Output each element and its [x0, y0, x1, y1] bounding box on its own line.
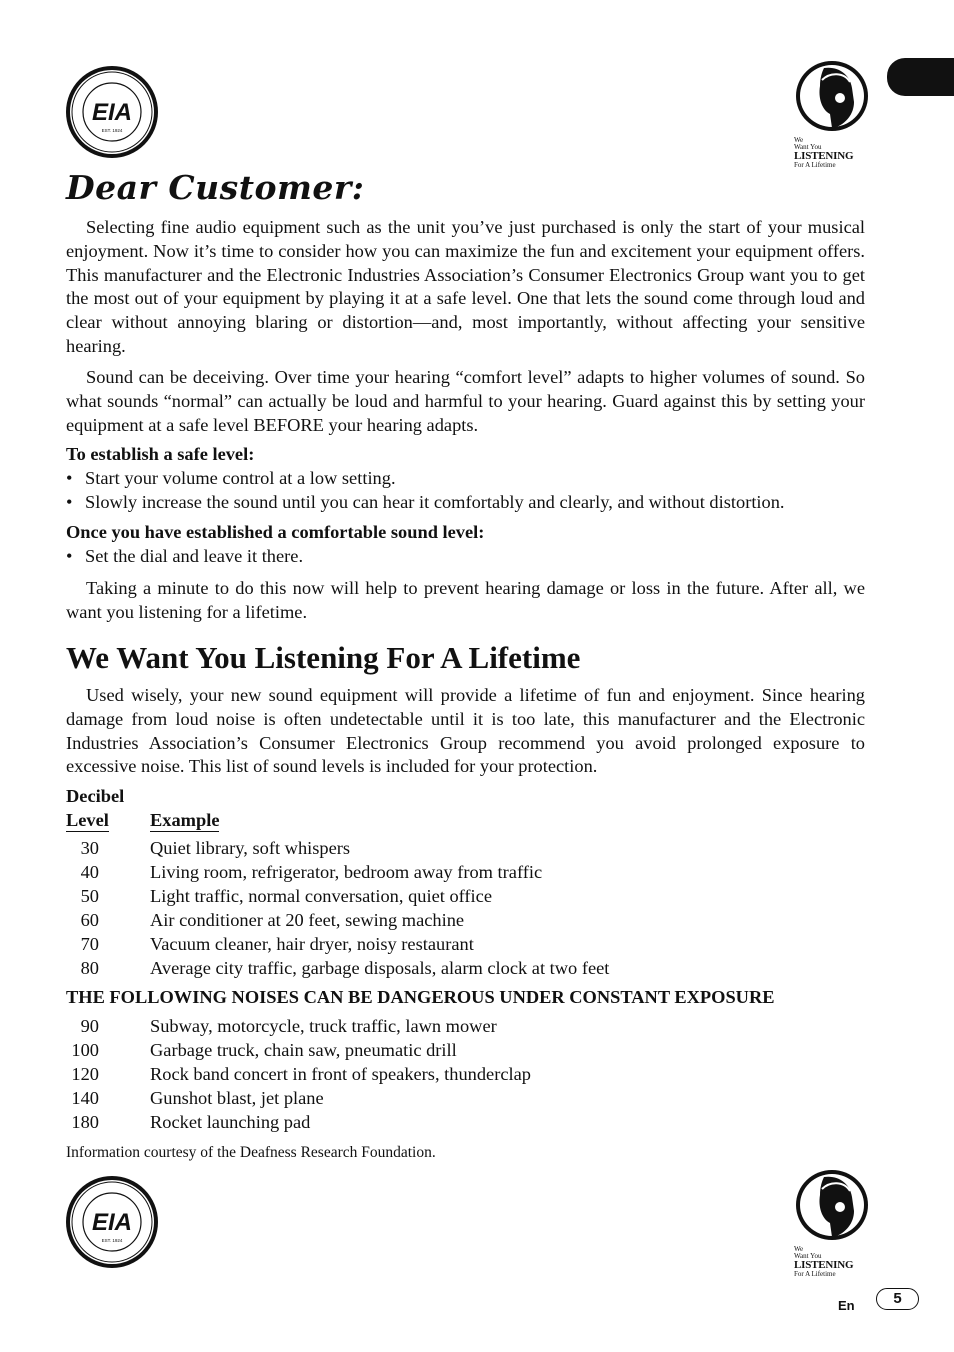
svg-text:EIA: EIA	[91, 99, 133, 126]
list-item: • Slowly increase the sound until you can hear it comfortably and clearly, and without distortion.	[66, 492, 785, 512]
table-row: 70 Vacuum cleaner, hair dryer, noisy restaurant	[80, 934, 474, 954]
page-title: Dear Customer:	[66, 168, 365, 207]
logo-line-want: Want You	[794, 143, 822, 151]
listener-head-icon	[794, 58, 872, 132]
table-row: 80 Average city traffic, garbage disposals, alarm clock at two feet	[80, 958, 610, 978]
table-header-decibel: Decibel	[66, 786, 125, 806]
danger-warning: THE FOLLOWING NOISES CAN BE DANGEROUS UNDER CONSTANT EXPOSURE	[66, 987, 775, 1007]
eia-logo	[64, 1174, 160, 1270]
source-credit: Information courtesy of the Deafness Research Foundation.	[66, 1144, 436, 1161]
intro-paragraph-3: Taking a minute to do this now will help to prevent hearing damage or loss in the future. After all, we want you listening for a lifetime.	[66, 578, 865, 622]
comfort-level-heading: Once you have established a comfortable sound level:	[66, 522, 485, 542]
svg-text:EIA: EIA	[91, 1209, 133, 1236]
intro-paragraph-1: Selecting fine audio equipment such as the unit you’ve just purchased is only the start of your musical enjoyment. Now it’s time to consider how you can maximize the fun and excitement your equipment offers. This manufacturer and the Electronic Industries Association’s Consumer Electronics Group want you to get the most out of your equipment by playing it at a safe level. One that lets the sound come through loud and clear without annoying blaring or distortion—and, most importantly, without affecting your sensitive hearing.	[66, 217, 865, 356]
table-row: 50 Light traffic, normal conversation, quiet office	[80, 886, 492, 906]
list-item: • Set the dial and leave it there.	[66, 546, 304, 566]
section-paragraph: Used wisely, your new sound equipment will provide a lifetime of fun and enjoyment. Since hearing damage from loud noise is often undetectable until it is too late, this manufacturer and the Electronic Industries Association’s Consumer Electronics Group recommend you avoid prolonged exposure to excessive noise. This list of sound levels is included for your protection.	[66, 685, 865, 777]
svg-text:EST. 1924: EST. 1924	[101, 1238, 123, 1243]
table-row: 140 Gunshot blast, jet plane	[71, 1088, 324, 1108]
table-row: 30 Quiet library, soft whispers	[80, 838, 351, 858]
listening-logo	[794, 1167, 872, 1278]
list-item: • Start your volume control at a low setting.	[66, 468, 396, 488]
table-row: 60 Air conditioner at 20 feet, sewing machine	[80, 910, 465, 930]
page-number: 5	[876, 1288, 919, 1310]
logo-line-want: Want You	[794, 1252, 822, 1260]
table-row: 100 Garbage truck, chain saw, pneumatic drill	[71, 1040, 457, 1060]
logo-line-lifetime: For A Lifetime	[794, 161, 836, 169]
table-row: 180 Rocket launching pad	[71, 1112, 311, 1132]
table-row: 120 Rock band concert in front of speakers, thunderclap	[71, 1064, 531, 1084]
listening-logo	[794, 58, 872, 169]
language-label: En	[838, 1298, 855, 1313]
svg-text:EST. 1924: EST. 1924	[101, 128, 123, 133]
logo-line-lifetime: For A Lifetime	[794, 1270, 836, 1278]
section-tab-marker	[887, 58, 954, 96]
safe-level-heading: To establish a safe level:	[66, 444, 255, 464]
table-row: 90 Subway, motorcycle, truck traffic, lawn mower	[80, 1016, 497, 1036]
logo-line-we: We	[794, 1245, 804, 1253]
logo-line-listening: LISTENING	[794, 1259, 854, 1271]
section-title: We Want You Listening For A Lifetime	[66, 640, 581, 675]
table-row: 40 Living room, refrigerator, bedroom away from traffic	[80, 862, 543, 882]
eia-logo	[64, 64, 160, 160]
table-header-example: Example	[150, 810, 220, 830]
listener-head-icon	[794, 1167, 872, 1241]
intro-paragraph-2: Sound can be deceiving. Over time your hearing “comfort level” adapts to higher volumes of sound. So what sounds “normal” can actually be loud and harmful to your hearing. Guard against this by setting your equipment at a safe level BEFORE your hearing adapts.	[66, 367, 865, 435]
table-header-level: Level	[66, 810, 109, 830]
logo-line-listening: LISTENING	[794, 150, 854, 162]
logo-line-we: We	[794, 136, 804, 144]
